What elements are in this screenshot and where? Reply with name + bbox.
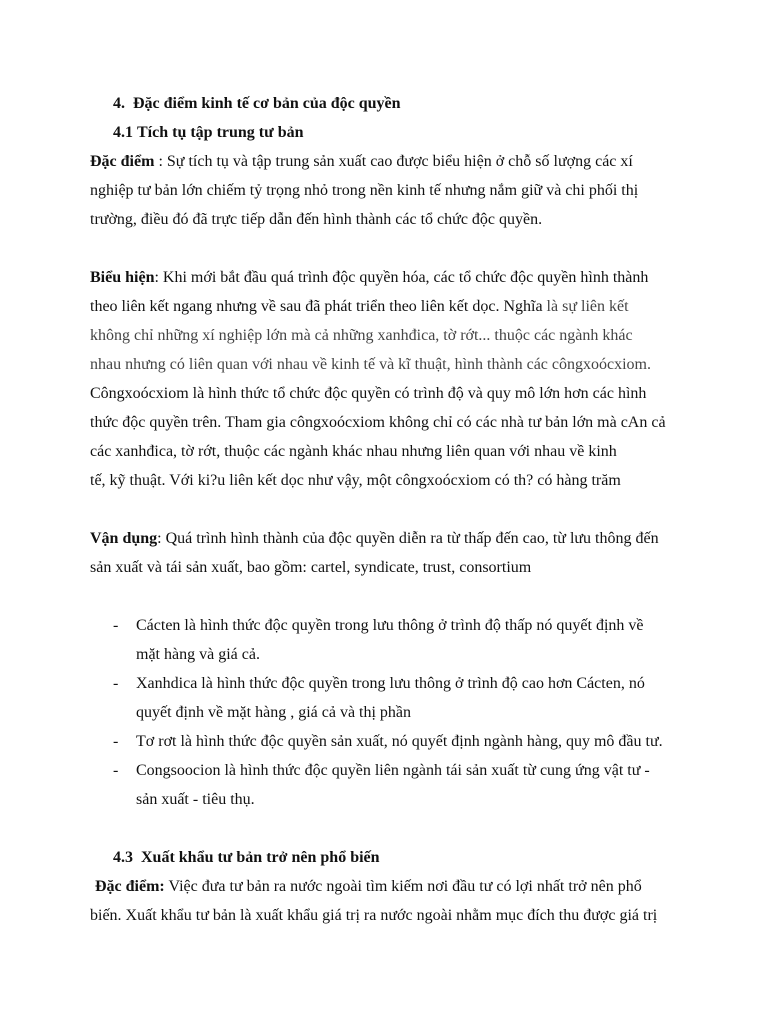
heading-number: 4.3 [113, 849, 133, 866]
paragraph-text: là sự liên kết [546, 298, 629, 315]
paragraph-bieu-hien-line-8: tế, kỹ thuật. Với ki?u liên kết dọc như vậy, một côngxoócxiom có th? có hàng trăm [90, 472, 621, 489]
paragraph-bieu-hien-line-2 [90, 297, 629, 317]
paragraph-text: theo liên kết ngang nhưng về sau đã phát triển theo liên kết dọc. Nghĩa [90, 298, 547, 315]
paragraph-dac-diem-2-line-2: biến. Xuất khẩu tư bản là xuất khẩu giá trị ra nước ngoài nhằm mục đích thu được giá trị [90, 907, 658, 924]
section-heading-4-1 [113, 123, 304, 143]
paragraph-bieu-hien-line-5: Côngxoócxiom là hình thức tổ chức độc quyền có trình độ và quy mô lớn hơn các hình [90, 385, 647, 402]
paragraph-dac-diem-line-3: trường, điều đó đã trực tiếp dẫn đến hình thành các tổ chức độc quyền. [90, 211, 543, 228]
paragraph-van-dung-line-1 [90, 529, 659, 549]
paragraph-bieu-hien-line-7: các xanhđica, tờ rớt, thuộc các ngành khác nhau nhưng liên quan với nhau về kinh [90, 443, 617, 460]
term-label: Biểu hiện [90, 269, 155, 286]
bullet-dash: - [113, 617, 119, 634]
paragraph-dac-diem-2-line-1 [95, 877, 642, 897]
heading-text: Đặc điểm kinh tế cơ bản của độc quyền [133, 95, 401, 112]
list-item-continuation: mặt hàng và giá cả. [136, 646, 260, 663]
heading-text: Tích tụ tập trung tư bản [137, 124, 304, 141]
paragraph-dac-diem-line-1 [90, 152, 633, 172]
list-item: Congsoocion là hình thức độc quyền liên ngành tái sản xuất từ cung ứng vật tư - [136, 762, 650, 779]
list-item-continuation: sản xuất - tiêu thụ. [136, 791, 255, 808]
paragraph-text: : Khi mới bắt đầu quá trình độc quyền hóa, các tổ chức độc quyền hình thành [154, 269, 649, 286]
paragraph-text: Việc đưa tư bản ra nước ngoài tìm kiếm nơi đầu tư có lợi nhất trở nên phổ [164, 878, 642, 895]
section-heading-4 [113, 94, 401, 114]
paragraph-text: : Sự tích tụ và tập trung sản xuất cao được biểu hiện ở chỗ số lượng các xí [154, 153, 633, 170]
paragraph-van-dung-line-2: sản xuất và tái sản xuất, bao gồm: cartel, syndicate, trust, consortium [90, 559, 532, 576]
paragraph-text: : Quá trình hình thành của độc quyền diễn ra từ thấp đến cao, từ lưu thông đến [157, 530, 659, 547]
term-label: Đặc điểm [90, 153, 155, 170]
list-item: Cácten là hình thức độc quyền trong lưu thông ở trình độ thấp nó quyết định về [136, 617, 644, 634]
paragraph-bieu-hien-line-4: nhau nhưng có liên quan với nhau về kinh tế và kĩ thuật, hình thành các côngxoócxiom. [90, 356, 651, 373]
bullet-dash: - [113, 733, 119, 750]
paragraph-bieu-hien-line-3: không chỉ những xí nghiệp lớn mà cả những xanhđica, tờ rớt... thuộc các ngành khác [90, 327, 633, 344]
section-heading-4-3 [113, 848, 380, 868]
bullet-dash: - [113, 675, 119, 692]
bullet-dash: - [113, 762, 119, 779]
heading-text: Xuất khẩu tư bản trở nên phổ biến [141, 849, 380, 866]
term-label: Đặc điểm: [95, 878, 165, 895]
paragraph-bieu-hien-line-6: thức độc quyền trên. Tham gia côngxoócxiom không chỉ có các nhà tư bản lớn mà cAn cả [90, 414, 666, 431]
term-label: Vận dụng [90, 530, 158, 547]
list-item: Xanhdica là hình thức độc quyền trong lưu thông ở trình độ cao hơn Cácten, nó [136, 675, 645, 692]
paragraph-dac-diem-line-2: nghiệp tư bản lớn chiếm tỷ trọng nhỏ trong nền kinh tế nhưng nắm giữ và chi phối thị [90, 182, 639, 199]
list-item-continuation: quyết định về mặt hàng , giá cả và thị phần [136, 704, 412, 721]
list-item: Tơ rơt là hình thức độc quyền sản xuất, nó quyết định ngành hàng, quy mô đầu tư. [136, 733, 663, 750]
paragraph-bieu-hien-line-1 [90, 268, 648, 288]
heading-number: 4.1 [113, 124, 133, 141]
heading-number: 4. [113, 95, 125, 112]
